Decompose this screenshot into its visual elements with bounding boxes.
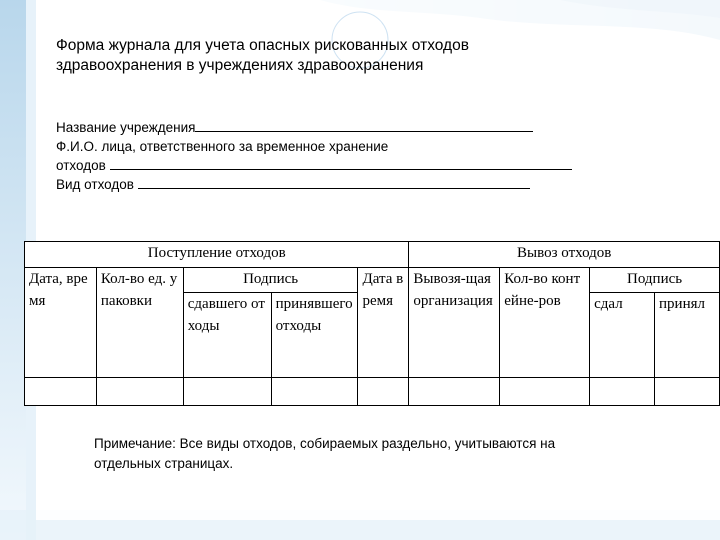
table-cell[interactable] [655, 378, 720, 406]
responsible-fill-line[interactable] [110, 157, 572, 170]
title-line-1: Форма журнала для учета опасных рискованных отходов [56, 37, 469, 54]
table-cell[interactable] [409, 378, 500, 406]
responsible-field-label [56, 137, 676, 156]
date-time-header: Дата, время [25, 268, 97, 378]
note [94, 434, 694, 474]
page-title [56, 36, 656, 76]
form-fields [56, 118, 676, 194]
table-cell[interactable] [183, 378, 271, 406]
table-cell[interactable] [500, 378, 590, 406]
institution-label: Название учреждения [56, 120, 196, 135]
table-row [25, 378, 720, 406]
removal-group-header: Вывоз отходов [409, 242, 720, 268]
institution-field [56, 118, 676, 137]
receipt-group-header: Поступление отходов [25, 242, 409, 268]
handed-header: сдал [590, 293, 655, 378]
handed-over-header: сдавшего отходы [183, 293, 271, 378]
removal-signature-header: Подпись [590, 268, 720, 293]
table-cell[interactable] [590, 378, 655, 406]
responsible-label: Ф.И.О. лица, ответственного за временное хранение [56, 139, 389, 154]
note-line-2: отдельных страницах. [94, 456, 234, 471]
responsible-label-cont: отходов [56, 158, 106, 173]
note-line-1: Примечание: Все виды отходов, собираемых раздельно, учитываются на [94, 436, 556, 451]
accepted-removal-header: принял [655, 293, 720, 378]
table-header-row [25, 268, 720, 293]
waste-type-fill-line[interactable] [138, 176, 530, 189]
title-line-2: здравоохранения в учреждениях здравоохранения [56, 57, 424, 74]
institution-fill-line[interactable] [195, 119, 533, 132]
removing-org-header: Вывозя-щая организация [409, 268, 500, 378]
quantity-units-header: Кол-во ед. упаковки [96, 268, 183, 378]
table-group-header-row [25, 242, 720, 268]
receipt-signature-header: Подпись [183, 268, 358, 293]
accepted-header: принявшего отходы [271, 293, 358, 378]
table-cell[interactable] [358, 378, 409, 406]
waste-type-label: Вид отходов [56, 177, 134, 192]
table-cell[interactable] [25, 378, 97, 406]
removal-date-header: Дата время [358, 268, 409, 378]
waste-type-field [56, 175, 676, 194]
containers-qty-header: Кол-во контейне-ров [500, 268, 590, 378]
table-cell[interactable] [271, 378, 358, 406]
table-cell[interactable] [96, 378, 183, 406]
responsible-field [56, 156, 676, 175]
journal-table [24, 241, 720, 406]
